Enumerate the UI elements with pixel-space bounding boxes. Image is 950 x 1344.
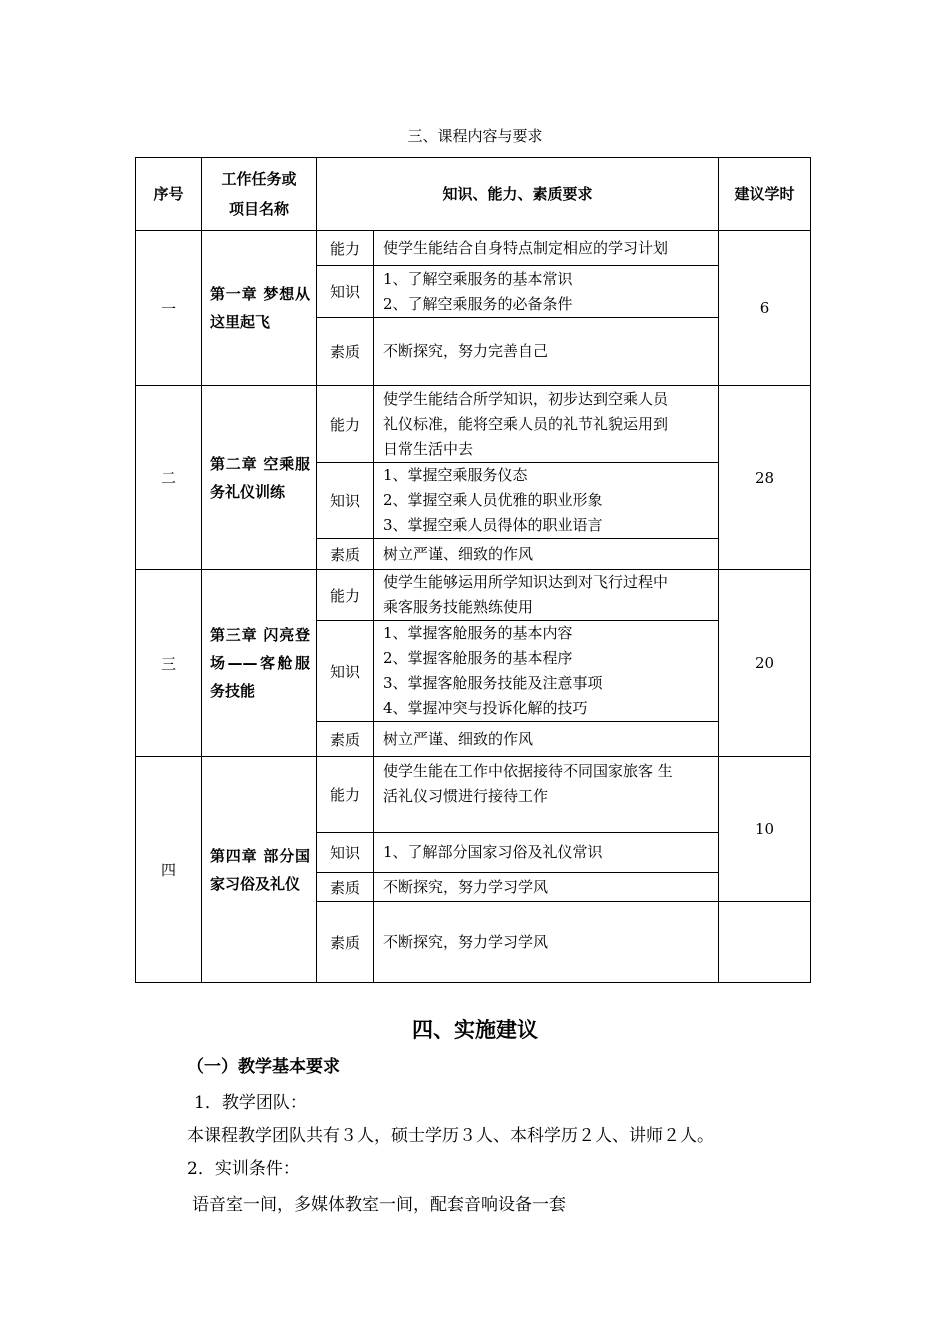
desc-line: 不断探究，努力学习学风 [383,877,549,896]
desc-line: 1、了解空乘服务的基本常识 [383,269,573,288]
course-content-table [135,157,811,983]
chapter-name: 第三章 闪亮登场——客舱服务技能 [202,570,317,757]
desc-line: 树立严谨、细致的作风 [383,729,534,748]
requirement-type: 知识 [317,833,374,873]
requirement-desc [374,873,719,902]
requirement-desc [374,539,719,570]
requirement-type: 素质 [317,318,374,386]
desc-line: 使学生能够运用所学知识达到对飞行过程中 [383,573,669,591]
requirement-type: 素质 [317,902,374,983]
header-task [202,158,317,231]
requirement-desc [374,757,719,833]
requirement-desc [374,463,719,539]
table-row [136,757,811,833]
table-row [136,231,811,266]
chapter-hours: 28 [719,386,811,570]
desc-line: 使学生能结合所学知识，初步达到空乘人员 [383,389,669,408]
chapter-seq: 二 [136,386,202,570]
desc-line: 1、掌握客舱服务的基本内容 [383,624,573,642]
desc-line: 树立严谨、细致的作风 [383,544,534,563]
desc-line: 3、掌握空乘人员得体的职业语言 [383,516,603,534]
requirement-desc [374,386,719,463]
chapter-name: 第一章 梦想从这里起飞 [202,231,317,386]
desc-line: 乘客服务技能熟练使用 [383,598,534,616]
requirement-type: 知识 [317,621,374,722]
chapter-seq: 四 [136,757,202,983]
requirement-desc [374,231,719,266]
desc-line: 1、了解部分国家习俗及礼仪常识 [383,843,603,861]
desc-line: 2、了解空乘服务的必备条件 [383,294,573,313]
item1-title: 1．教学团队： [194,1093,307,1113]
header-requirements: 知识、能力、素质要求 [317,158,719,231]
desc-line: 使学生能在工作中依据接待不同国家旅客 生 [383,762,673,780]
requirement-desc [374,833,719,873]
desc-line: 不断探究，努力完善自己 [383,342,549,360]
requirement-desc [374,570,719,621]
table-header-row [136,158,811,231]
requirement-desc [374,621,719,722]
requirement-desc [374,722,719,757]
chapter-hours: 20 [719,570,811,757]
requirement-type: 能力 [317,757,374,833]
header-task-line1: 工作任务或 [221,170,297,188]
header-seq: 序号 [136,158,202,231]
section-title: 三、课程内容与要求 [407,127,543,145]
desc-line: 礼仪标准，能将空乘人员的礼节礼貌运用到 [383,414,669,433]
teaching-requirements-subheading: （一）教学基本要求 [187,1057,340,1077]
item2-title: 2．实训条件： [187,1159,300,1179]
chapter-seq: 三 [136,570,202,757]
item1-text: 本课程教学团队共有３人，硕士学历３人、本科学历２人、讲师２人。 [187,1126,714,1146]
desc-line: 不断探究，努力学习学风 [383,932,549,951]
requirement-type: 素质 [317,539,374,570]
requirement-type: 素质 [317,873,374,902]
chapter-name: 第四章 部分国家习俗及礼仪 [202,757,317,983]
chapter-hours: 10 [719,757,811,902]
requirement-type: 能力 [317,570,374,621]
implementation-heading: 四、实施建议 [412,1018,538,1042]
chapter-seq: 一 [136,231,202,386]
chapter-name: 第二章 空乘服务礼仪训练 [202,386,317,570]
desc-line: 2、掌握客舱服务的基本程序 [383,649,573,667]
header-hours: 建议学时 [719,158,811,231]
desc-line: 2、掌握空乘人员优雅的职业形象 [383,491,603,509]
header-task-line2: 项目名称 [228,200,289,218]
table-row [136,570,811,621]
chapter-hours: 6 [719,231,811,386]
desc-line: 使学生能结合自身特点制定相应的学习计划 [383,238,669,257]
empty-hours-cell [719,902,811,983]
requirement-desc [374,318,719,386]
desc-line: 活礼仪习惯进行接待工作 [383,787,549,805]
desc-line: 3、掌握客舱服务技能及注意事项 [383,674,603,692]
desc-line: 4、掌握冲突与投诉化解的技巧 [383,699,588,717]
requirement-desc [374,902,719,983]
requirement-type: 能力 [317,231,374,266]
requirement-type: 知识 [317,266,374,318]
table-row [136,386,811,463]
desc-line: 1、掌握空乘服务仪态 [383,466,528,484]
requirement-type: 素质 [317,722,374,757]
desc-line: 日常生活中去 [383,439,474,458]
item2-text: 语音室一间，多媒体教室一间，配套音响设备一套 [192,1195,566,1215]
requirement-desc [374,266,719,318]
requirement-type: 知识 [317,463,374,539]
requirement-type: 能力 [317,386,374,463]
